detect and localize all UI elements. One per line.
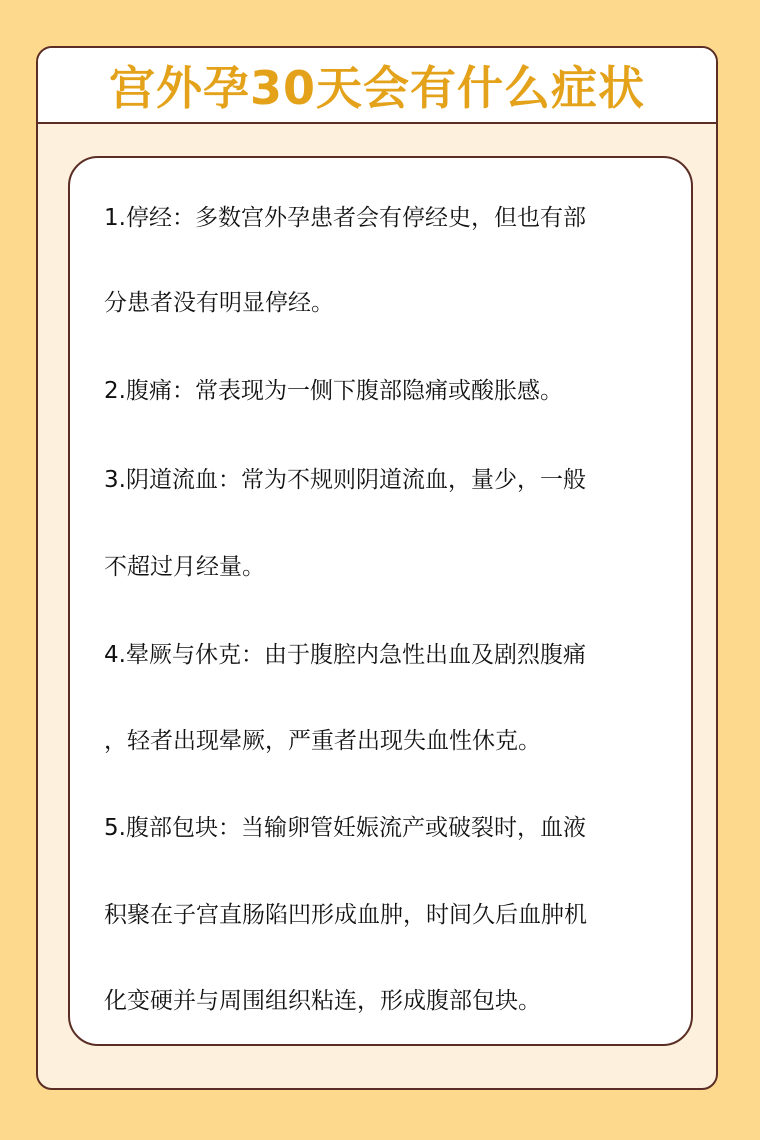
content-line: 3.阴道流血：常为不规则阴道流血，量少，一般 [104,467,586,493]
content-line: 4.晕厥与休克：由于腹腔内急性出血及剧烈腹痛 [104,642,586,668]
content-line: 2.腹痛：常表现为一侧下腹部隐痛或酸胀感。 [104,378,563,404]
page-title: 宫外孕30天会有什么症状 [108,61,645,115]
title-bar [38,48,716,124]
content-line: 化变硬并与周围组织粘连，形成腹部包块。 [104,988,541,1014]
content-line: ，轻者出现晕厥，严重者出现失血性休克。 [104,728,541,754]
content-line: 5.腹部包块：当输卵管妊娠流产或破裂时，血液 [104,815,586,841]
content-line: 分患者没有明显停经。 [104,290,334,316]
content-line: 不超过月经量。 [104,554,265,580]
content-line: 积聚在子宫直肠陷凹形成血肿，时间久后血肿机 [104,902,587,928]
content-line: 1.停经：多数宫外孕患者会有停经史，但也有部 [104,205,586,231]
